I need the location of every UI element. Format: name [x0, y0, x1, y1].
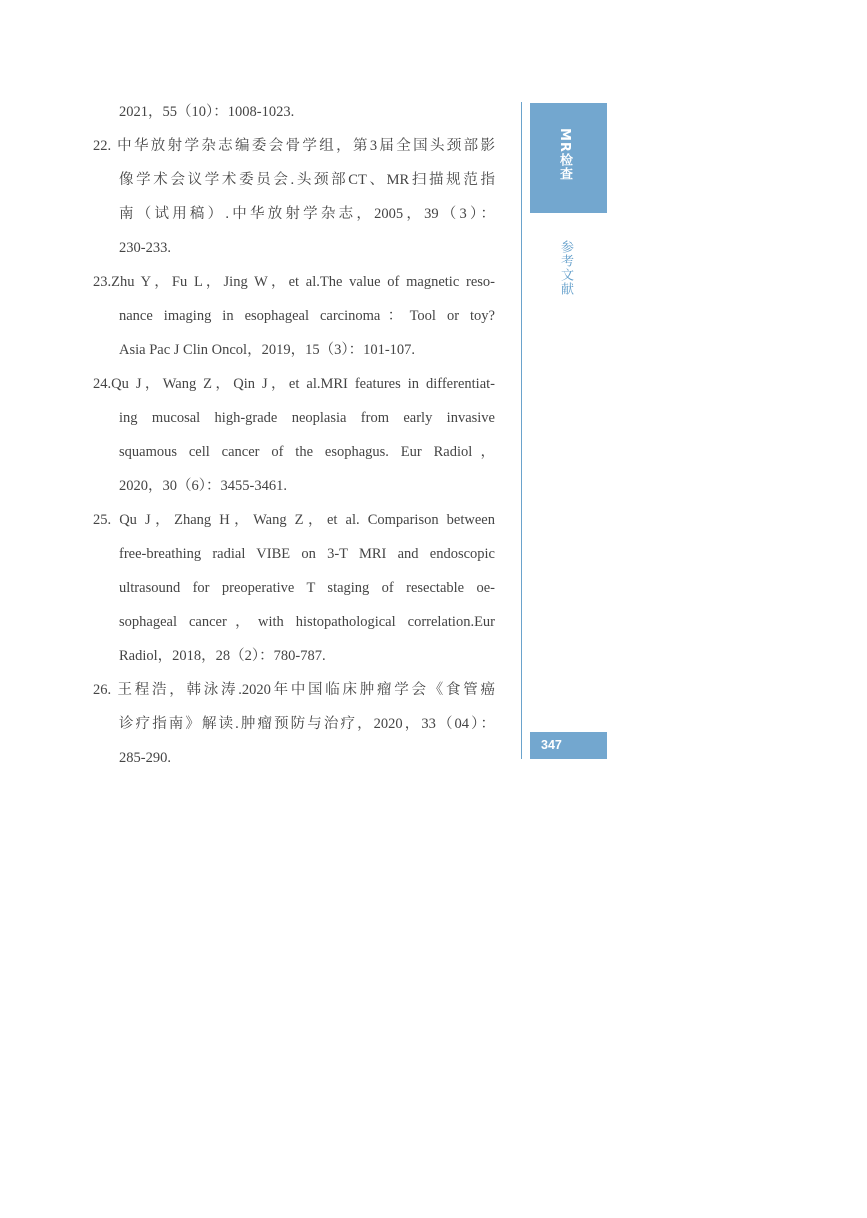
reference-22-line: 230-233. [119, 240, 171, 256]
reference-25-line: free-breathing radial VIBE on 3-T MRI and endoscopic [119, 546, 495, 562]
reference-25-line: sophageal cancer，with histopathological correlation.Eur [119, 614, 495, 630]
reference-25-line: ultrasound for preoperative T staging of resectable oe- [119, 580, 495, 596]
section-tab-label: MR检查 [557, 128, 572, 181]
reference-21-line: 2021，55（10）：1008-1023. [119, 104, 295, 120]
reference-23-line: nance imaging in esophageal carcinoma：Tool or toy? [119, 308, 495, 324]
page-number: 347 [541, 738, 562, 752]
reference-24-line: squamous cell cancer of the esophagus. Eur Radiol， [119, 444, 495, 460]
reference-23-line: 23.Zhu Y，Fu L，Jing W，et al.The value of magnetic reso- [93, 274, 495, 290]
reference-26-line: 26. 王程浩，韩泳涛.2020年中国临床肿瘤学会《食管癌 [93, 682, 495, 698]
reference-22-line: 像学术会议学术委员会.头颈部CT、MR扫描规范指 [119, 172, 495, 188]
reference-24-line: ing mucosal high-grade neoplasia from early invasive [119, 410, 495, 426]
reference-22-line: 南（试用稿）.中华放射学杂志，2005，39（3）： [119, 206, 495, 222]
reference-24-line: 2020，30（6）：3455-3461. [119, 478, 287, 494]
reference-23-line: Asia Pac J Clin Oncol，2019，15（3）：101-107. [119, 342, 416, 358]
reference-26-line: 诊疗指南》解读.肿瘤预防与治疗，2020，33（04）： [119, 716, 495, 732]
reference-24-line: 24.Qu J，Wang Z，Qin J，et al.MRI features in differentiat- [93, 376, 495, 392]
reference-26-line: 285-290. [119, 750, 171, 766]
margin-divider [521, 102, 522, 759]
reference-25-line: 25. Qu J，Zhang H，Wang Z，et al. Comparison between [93, 512, 495, 528]
subsection-label: 参考文献 [558, 240, 573, 296]
reference-25-line: Radiol，2018，28（2）：780-787. [119, 648, 326, 664]
reference-22-line: 22. 中华放射学杂志编委会骨学组，第3届全国头颈部影 [93, 138, 495, 154]
